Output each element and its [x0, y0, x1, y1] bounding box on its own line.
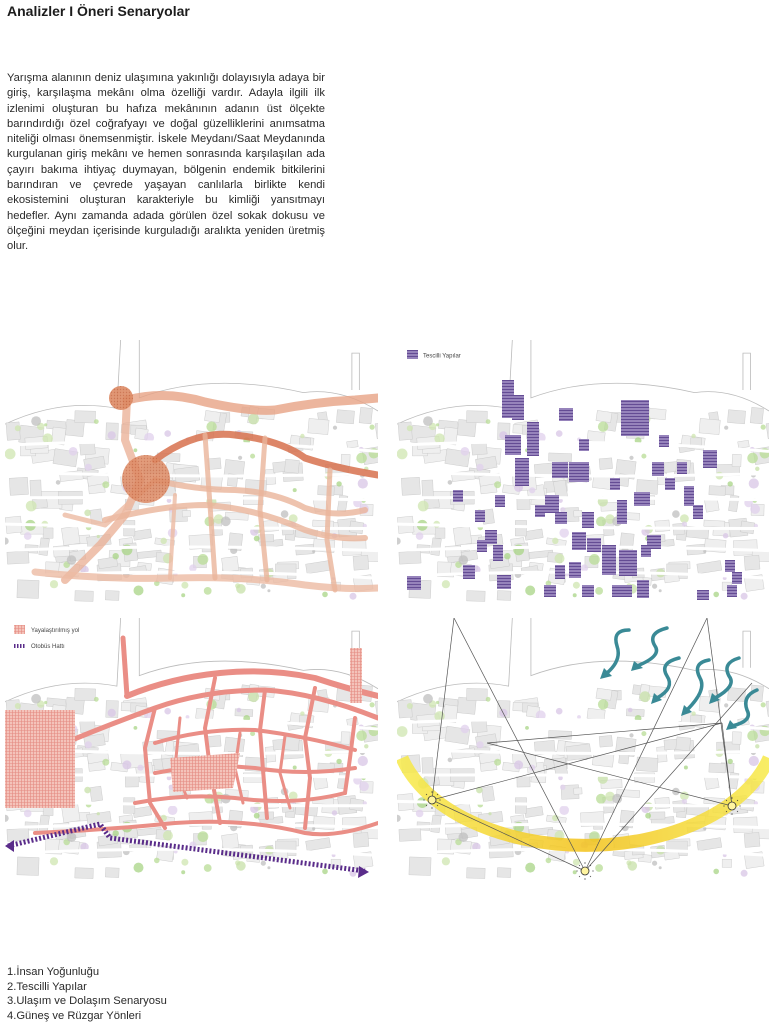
density-hotspot-pier: [109, 386, 133, 410]
intro-paragraph: Yarışma alanının deniz ulaşımına yakınlığı dolayısıyla adaya bir giriş, karşılaşma mekânı olma özelliği vardır. Adayla ilgili ilk izlenimi oluşturan bu hafıza mekânının adanın üst ölçekte barındırdığı özel coğrafyayı ve doğal güzelliklerini anımsatma niteliği olması önemsenmiştir. İskele Meydanı/Saat Meydanında kurgulanan giriş mekânı ve hemen sonrasında karşılaşılan ada çayırı bakıma ihtiyaç duymayan, bölgenin endemik bitkilerini barındıran ve çevrede yaşayan canlılarla birlikte kendi ekosistemini oluşturan karakteriyle bu kimliği yansıtmayı hedefler. Aynı zamanda adada görülen özel sokak dokusu ve ölçeğini meydan içerisinde kurguladığı aralıkta yeniden üretmiş olur.: [7, 72, 325, 253]
legend-swatch-registered: [407, 350, 418, 359]
square-plaza: [170, 753, 240, 792]
map-human-density: [5, 340, 378, 603]
legend-label-bus: Otobüs Hattı: [31, 644, 65, 650]
map-sun-wind: [397, 618, 769, 880]
figure-captions: [7, 965, 167, 1023]
map-registered-buildings: [397, 340, 769, 603]
legend-swatch-pedestrian: [14, 625, 25, 634]
caption-3: 3.Ulaşım ve Dolaşım Senaryosu: [7, 995, 167, 1008]
legend-label-pedestrian: Yayalaştırılmış yol: [31, 628, 80, 634]
base-map: [5, 340, 378, 602]
page-title: Analizler I Öneri Senaryolar: [7, 3, 190, 19]
legend-label-registered: Tescilli Yapılar: [423, 353, 461, 360]
caption-4: 4.Güneş ve Rüzgar Yönleri: [7, 1009, 142, 1022]
pier-plaza: [5, 710, 75, 808]
caption-1: 1.İnsan Yoğunluğu: [7, 966, 100, 978]
map-circulation: [5, 618, 378, 880]
density-hotspot-square: [122, 455, 170, 503]
caption-2: 2.Tescilli Yapılar: [7, 980, 87, 993]
bus-arrow-right-icon: [358, 866, 369, 878]
pedestrian-north-spur: [350, 648, 362, 703]
bus-arrow-left-icon: [5, 840, 14, 852]
